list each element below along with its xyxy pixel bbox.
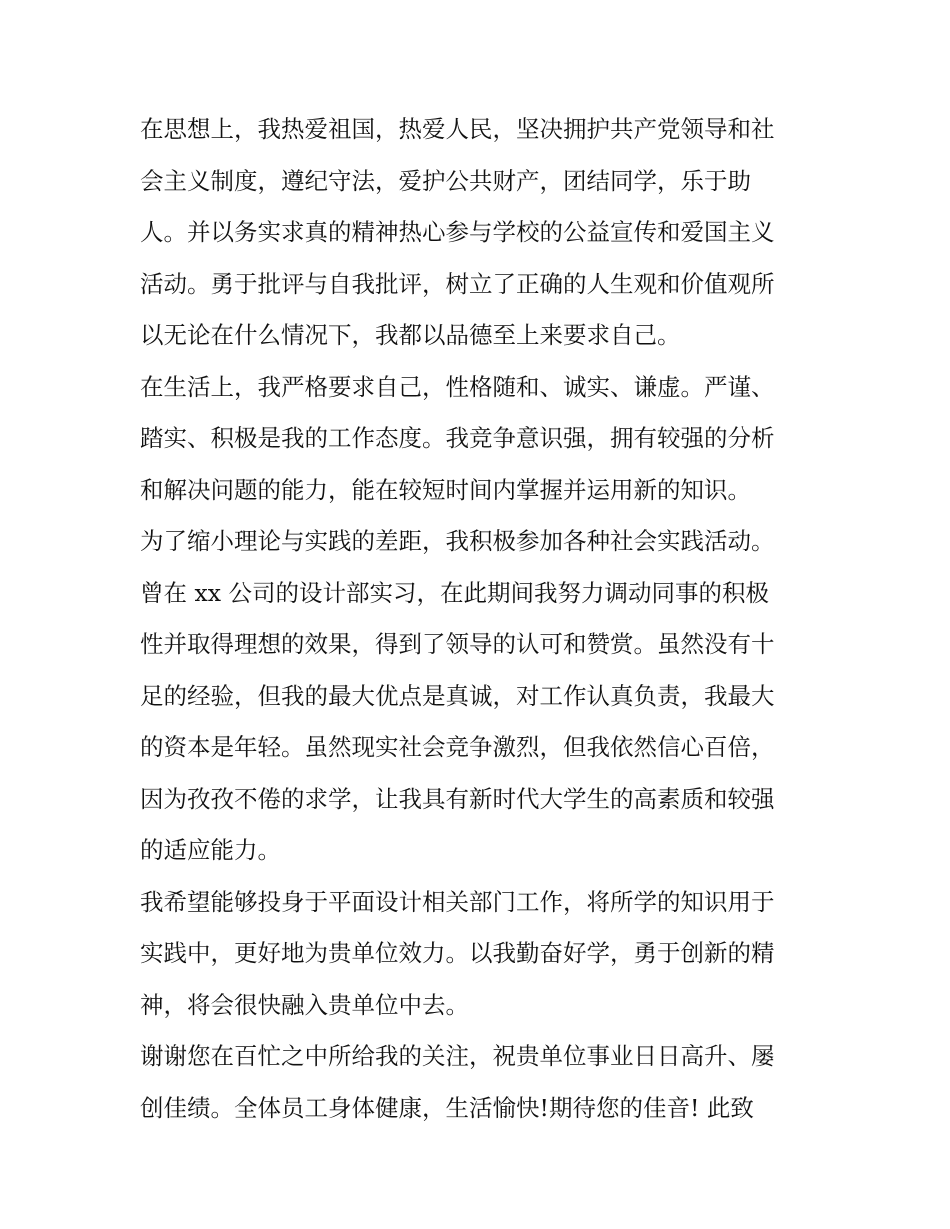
text-line: 人。并以务实求真的精神热心参与学校的公益宣传和爱国主义 <box>140 218 775 246</box>
paragraph-closing <box>140 1031 812 1134</box>
text-line: 我希望能够投身于平面设计相关部门工作，将所学的知识用于 <box>140 887 775 916</box>
text-line: 会主义制度，遵纪守法，爱护公共财产，团结同学，乐于助 <box>140 166 751 195</box>
paragraph-ideology <box>140 104 812 362</box>
text-line: 性并取得理想的效果，得到了领导的认可和赞赏。虽然没有十 <box>140 630 775 658</box>
text-line: 以无论在什么情况下，我都以品德至上来要求自己。 <box>140 321 681 349</box>
paragraph-aspiration <box>140 877 812 1032</box>
paragraph-life <box>140 362 812 517</box>
text-line: 谢谢您在百忙之中所给我的关注，祝贵单位事业日日高升、屡 <box>140 1042 775 1070</box>
text-line: 的适应能力。 <box>140 836 281 864</box>
text-line: 因为孜孜不倦的求学，让我具有新时代大学生的高素质和较强 <box>140 784 775 813</box>
text-line: 在思想上，我热爱祖国，热爱人民，坚决拥护共产党领导和社 <box>140 115 775 143</box>
text-line: 和解决问题的能力，能在较短时间内掌握并运用新的知识。 <box>140 475 751 504</box>
text-line: 实践中，更好地为贵单位效力。以我勤奋好学，勇于创新的精 <box>140 939 775 967</box>
text-line: 足的经验，但我的最大优点是真诚，对工作认真负责，我最大 <box>140 681 775 710</box>
text-line: 活动。勇于批评与自我批评，树立了正确的人生观和价值观所 <box>140 269 775 298</box>
text-line: 曾在 xx 公司的设计部实习，在此期间我努力调动同事的积极 <box>140 578 769 607</box>
text-line: 踏实、积极是我的工作态度。我竞争意识强，拥有较强的分析 <box>140 424 775 452</box>
text-line: 为了缩小理论与实践的差距，我积极参加各种社会实践活动。 <box>140 527 775 555</box>
text-line: 在生活上，我严格要求自己，性格随和、诚实、谦虚。严谨、 <box>140 372 775 401</box>
text-line: 创佳绩。全体员工身体健康，生活愉快!期待您的佳音! 此致 <box>140 1093 754 1122</box>
text-line: 的资本是年轻。虽然现实社会竞争激烈，但我依然信心百倍， <box>140 733 775 761</box>
letter-body <box>140 104 812 1134</box>
paragraph-practice <box>140 516 812 877</box>
text-line: 神，将会很快融入贵单位中去。 <box>140 990 469 1019</box>
